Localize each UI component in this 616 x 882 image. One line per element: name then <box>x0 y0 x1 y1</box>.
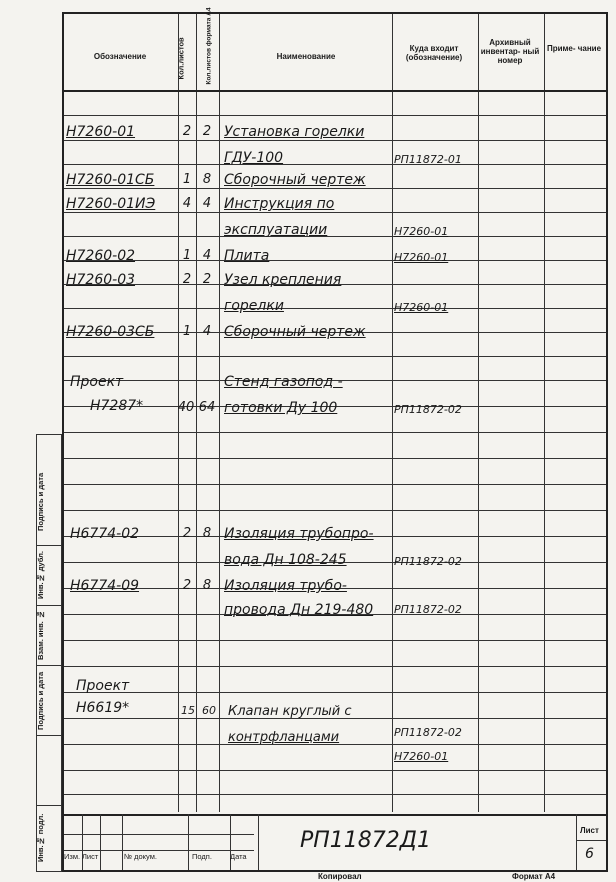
row-name: Изоляция трубо- <box>224 578 347 594</box>
row-line <box>64 260 606 261</box>
row-line <box>64 666 606 667</box>
row-designation: Н6774-09 <box>70 578 140 594</box>
row-line <box>64 212 606 213</box>
row-designation: Н6774-02 <box>70 526 140 542</box>
footer-format: Формат А4 <box>512 872 556 881</box>
row-where-used: Н7260-01 <box>394 251 449 264</box>
row-a4: 8 <box>202 526 212 541</box>
stamp-col-line <box>82 814 83 870</box>
row-designation: Н7260-02 <box>66 248 136 264</box>
row-where-used: Н7260-01 <box>394 225 449 238</box>
row-line <box>64 356 606 357</box>
row-line <box>64 484 606 485</box>
stamp-col-line <box>122 814 123 870</box>
row-name: Плита <box>224 248 270 264</box>
row-a4: 60 <box>202 704 216 717</box>
sheet-number: 6 <box>585 846 594 862</box>
row-name: Стенд газопод - <box>224 374 343 390</box>
row-designation: Н7260-01СБ <box>66 172 155 188</box>
row-line <box>64 236 606 237</box>
row-where-used: РП11872-01 <box>394 153 462 166</box>
row-line <box>64 115 606 116</box>
row-a4: 4 <box>202 196 212 211</box>
row-line <box>64 770 606 771</box>
row-name: вода Дн 108-245 <box>224 552 347 568</box>
header-where-used: Куда входит (обозначение) <box>405 44 463 63</box>
row-name: провода Дн 219-480 <box>224 602 374 618</box>
row-sheets: 2 <box>182 578 192 593</box>
header-name: Наименование <box>276 52 336 61</box>
row-line <box>64 308 606 309</box>
side-signature-date-2: Подпись и дата <box>36 671 45 731</box>
side-orig-inv-no: Инв.№ подл. <box>36 813 45 863</box>
stamp-line <box>576 840 606 841</box>
row-name: ГДУ-100 <box>224 150 284 166</box>
stamp-col-line <box>100 814 101 870</box>
row-line <box>64 188 606 189</box>
stamp-line <box>64 850 254 851</box>
stamp-col-sheet: Лист <box>82 852 99 861</box>
row-designation: Н7260-03 <box>66 272 136 288</box>
row-a4: 8 <box>202 578 212 593</box>
row-a4: 4 <box>202 248 212 263</box>
row-name: контрфланцами <box>228 730 340 745</box>
row-name: эксплуатации <box>224 222 328 238</box>
header-note: Приме- чание <box>546 44 602 53</box>
row-sheets: 2 <box>182 124 192 139</box>
stamp-line <box>64 834 254 835</box>
row-sheets: 40 <box>177 400 195 415</box>
side-dup-inv-no: Инв.№ дубл. <box>36 550 45 600</box>
row-a4: 4 <box>202 324 212 339</box>
stamp-col-line <box>188 814 189 870</box>
row-a4: 2 <box>202 272 212 287</box>
row-line <box>64 794 606 795</box>
row-where-used: Н7260-01 <box>394 301 449 314</box>
row-designation: Н7260-03СБ <box>66 324 155 340</box>
row-designation: Н6619* <box>76 700 130 716</box>
row-where-used: РП11872-02 <box>394 726 462 739</box>
row-designation: Проект <box>70 374 124 390</box>
row-line <box>64 164 606 165</box>
row-designation: Н7260-01ИЭ <box>66 196 156 212</box>
row-name: Узел крепления <box>224 272 342 288</box>
row-name: Установка горелки <box>224 124 365 140</box>
footer-copied: Копировал <box>318 872 362 881</box>
row-designation: Н7287* <box>90 398 144 414</box>
row-sheets: 4 <box>182 196 192 211</box>
row-sheets: 15 <box>181 704 195 717</box>
row-sheets: 1 <box>182 248 192 263</box>
row-designation: Проект <box>76 678 130 694</box>
row-a4: 64 <box>198 400 216 415</box>
stamp-col-signature: Подп. <box>192 852 212 861</box>
row-line <box>64 458 606 459</box>
document-code: РП11872Д1 <box>300 828 431 853</box>
row-line <box>64 692 606 693</box>
side-replaced-inv-no: Взам. инв. № <box>36 610 45 660</box>
stamp-col-date: Дата <box>230 852 247 861</box>
row-a4: 2 <box>202 124 212 139</box>
header-archive: Архивный инвентар- ный номер <box>480 38 540 66</box>
row-line <box>64 640 606 641</box>
row-where-used: РП11872-02 <box>394 555 462 568</box>
header-sheets-count: Кол.листов <box>176 37 186 80</box>
row-line <box>64 140 606 141</box>
stamp-col-line <box>230 814 231 870</box>
row-name: Инструкция по <box>224 196 335 212</box>
stamp-col-doc-no: № докум. <box>124 852 157 861</box>
stamp-top-line <box>64 814 606 816</box>
stamp-col-line <box>258 814 259 870</box>
row-name: Изоляция трубопро- <box>224 526 374 542</box>
header-bottom-line <box>64 90 606 92</box>
row-name: Сборочный чертеж <box>224 324 366 340</box>
row-where-used: РП11872-02 <box>394 603 462 616</box>
row-a4: 8 <box>202 172 212 187</box>
row-sheets: 2 <box>182 526 192 541</box>
header-designation: Обозначение <box>93 52 147 61</box>
header-a4-count: Кол.листов формата А4 <box>205 7 213 85</box>
sheet-label: Лист <box>580 826 599 835</box>
row-sheets: 1 <box>182 172 192 187</box>
row-sheets: 2 <box>182 272 192 287</box>
row-designation: Н7260-01 <box>66 124 136 140</box>
row-name: Клапан круглый с <box>228 704 352 719</box>
stamp-col-line <box>576 814 577 870</box>
row-line <box>64 510 606 511</box>
row-sheets: 1 <box>182 324 192 339</box>
stamp-col-change: Изм. <box>64 852 81 861</box>
row-name: готовки Ду 100 <box>224 400 338 416</box>
side-signature-date-1: Подпись и дата <box>36 472 45 532</box>
row-name: горелки <box>224 298 284 314</box>
row-where-used: Н7260-01 <box>394 750 449 763</box>
row-where-used: РП11872-02 <box>394 403 462 416</box>
row-name: Сборочный чертеж <box>224 172 366 188</box>
row-line <box>64 432 606 433</box>
